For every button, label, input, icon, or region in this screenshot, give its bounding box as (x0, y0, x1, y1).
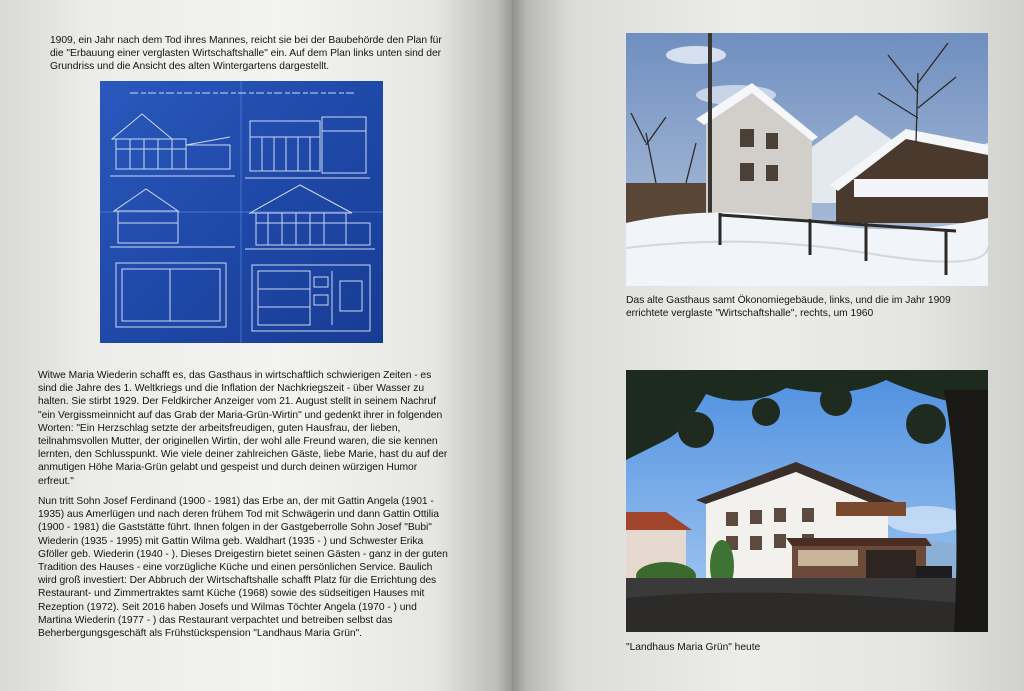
intro-paragraph: 1909, ein Jahr nach dem Tod ihres Mannes, reicht sie bei der Baubehörde den Plan für die "Erbauung einer verglasten Wirtschaftshalle" ein. Auf dem Plan links unten sind der Grundriss und die Ansicht des alten Wintergartens dargestellt. (50, 35, 442, 73)
winter-photo (626, 33, 988, 286)
blueprint-image (100, 81, 383, 343)
right-page (512, 0, 1024, 691)
landhaus-photo-caption: "Landhaus Maria Grün" heute (626, 642, 761, 653)
landhaus-photo (626, 370, 988, 632)
winter-photo-caption: Das alte Gasthaus samt Ökonomiegebäude, links, und die im Jahr 1909 errichtete verglaste "Wirtschaftshalle", rechts, um 1960 (626, 295, 951, 320)
succession-paragraph: Nun tritt Sohn Josef Ferdinand (1900 - 1981) das Erbe an, der mit Gattin Angela (1901 - 1935) aus Amerlügen und nach deren frühem Tod mit Schwägerin und dann Gattin Ottilia (1900 - 1981) die Gaststätte führt. Ihnen folgen in der Gastgeberrolle Sohn Josef "Bubi" Wiederin (1935 - 1995) mit Gattin Wilma geb. Waldhart (1935 - ) und Schwester Erika Gföller geb. Wiederin (1940 - ). Dieses Dreigestirn bietet seinen Gästen - ganz in der guten Tradition des Hauses - eine vorzügliche Küche und einen persönlichen Service. Baulich wird groß investiert: Der Abbruch der Wirtschaftshalle schafft Platz für die Errichtung des Restaurant- und Zimmertraktes samt Küche (1968) sowie des südseitigen Hauses mit Rezeption (1972). Seit 2016 haben Josefs und Wilmas Töchter Angela (1970 - ) und Martina Wiederin (1977 - ) das Restaurant verpachtet und betreiben selbst das Beherbergungsgeschäft als Frühstückspension "Landhaus Maria Grün". (38, 496, 448, 640)
widow-paragraph: Witwe Maria Wiederin schafft es, das Gasthaus in wirtschaftlich schwierigen Zeiten - es sind die Jahre des 1. Weltkriegs und die Inflation der Nachkriegszeit - über Wasser zu halten. Sie stirbt 1929. Der Feldkircher Anzeiger vom 21. August stellt in seinem Nachruf "ein Vergissmeinnicht auf das Grab der Maria-Grün-Wirtin" und gedenkt ihrer in folgenden Worten: "Ein Herzschlag setzte der arbeitsfreudigen, guten Hausfrau, der lieben, teilnahmsvollen Mutter, der originellen Wirtin, der wohl alle Freund waren, die sie kennen lernten, den Schlusspunkt. Wie viele deiner zahlreichen Gäste, liebe Marie, hast du auf der anmutigen Höhe Maria-Grün gelabt und gespeist und durch deinen würzigen Humor erfreut." (38, 370, 448, 487)
